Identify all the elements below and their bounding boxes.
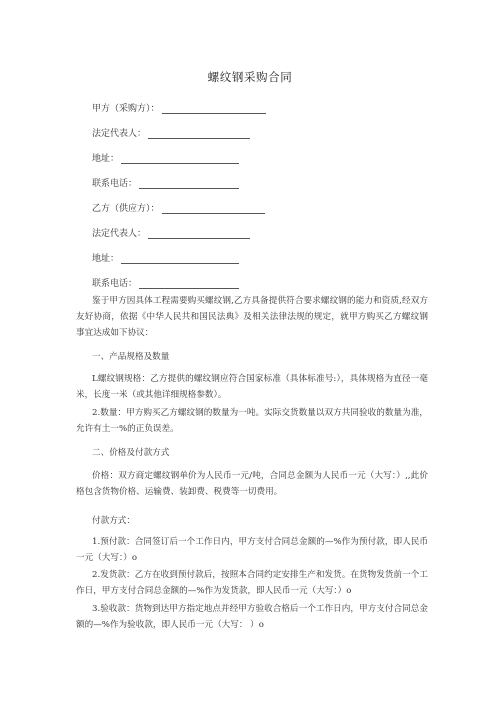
party-b-address-field — [92, 251, 239, 264]
party-a-representative-field — [92, 126, 250, 139]
quantity-paragraph: 2.数量：甲方购买乙方螺纹钢的数量为一吨。实际交货数量以双方共同验收的数量为准，允许有土一%的正负误差。 — [76, 408, 428, 434]
field-label: 法定代表人： — [92, 229, 147, 239]
spec-paragraph: L螺纹钢规格：乙方提供的螺纹钢应符合国家标准（具体标准号:），具体规格为直径一毫米，长度一米（或其他详细规格参数）。 — [76, 374, 428, 400]
field-label: 甲方（采购方）： — [92, 104, 160, 114]
fill-in-blank[interactable] — [148, 129, 250, 139]
field-label: 地址： — [92, 154, 120, 164]
fill-in-blank[interactable] — [121, 154, 239, 164]
shipment-payment-paragraph: 2.发货款：乙方在收到预付款后，按照本合同约定安排生产和发货。在货物发货前一个工作日，甲方支付合同总金额的—%作为发货款，即人民币一元（大写：）o — [76, 570, 428, 596]
fill-in-blank[interactable] — [148, 229, 250, 239]
document-title: 螺纹钢采购合同 — [207, 70, 293, 84]
field-label: 地址： — [92, 254, 120, 264]
fill-in-blank[interactable] — [162, 104, 266, 114]
party-b-phone-field — [92, 276, 239, 289]
fill-in-blank[interactable] — [139, 279, 239, 289]
section-heading-price: 二、价格及付款方式 — [92, 448, 170, 458]
preamble-paragraph: 鉴于甲方因具体工程需要购买螺纹钢,乙方具备提供符合要求螺纹钢的能力和资质,经双方友好协商，依据《中华人民共和国民法典》及相关法律法规的规定，就甲方购买乙方螺纹钢事宜达成如下协议： — [76, 296, 428, 338]
party-b-name-field — [92, 201, 265, 214]
section-heading-product: 一、产品规格及数量 — [92, 352, 170, 362]
fill-in-blank[interactable] — [121, 254, 239, 264]
party-b-representative-field — [92, 226, 250, 239]
fill-in-blank[interactable] — [139, 179, 239, 189]
party-a-phone-field — [92, 176, 239, 189]
fill-in-blank[interactable] — [162, 204, 265, 214]
party-a-name-field — [92, 101, 266, 114]
acceptance-payment-paragraph: 3.验收款：货物到达甲方指定地点并经甲方验收合格后一个工作日内，甲方支付合同总金额的—%作为验收款，即人民币一元（大写： ）o — [76, 604, 428, 630]
party-a-address-field — [92, 151, 239, 164]
field-label: 乙方（供应方）： — [92, 204, 160, 214]
field-label: 联系电话： — [92, 179, 138, 189]
prepayment-paragraph: 1.预付款：合同签订后一个工作日内，甲方支付合同总金额的—%作为预付款，即人民币一元（大写：）o — [76, 537, 428, 563]
payment-method-heading: 付款方式： — [92, 516, 135, 526]
price-paragraph: 价格：双方商定螺纹钢单价为人民币一元/吨，合同总金额为人民币一元（大写：）,,此价格包含货物价格、运输费、装卸费、税费等一切费用。 — [76, 471, 428, 497]
field-label: 法定代表人： — [92, 129, 147, 139]
field-label: 联系电话： — [92, 279, 138, 289]
